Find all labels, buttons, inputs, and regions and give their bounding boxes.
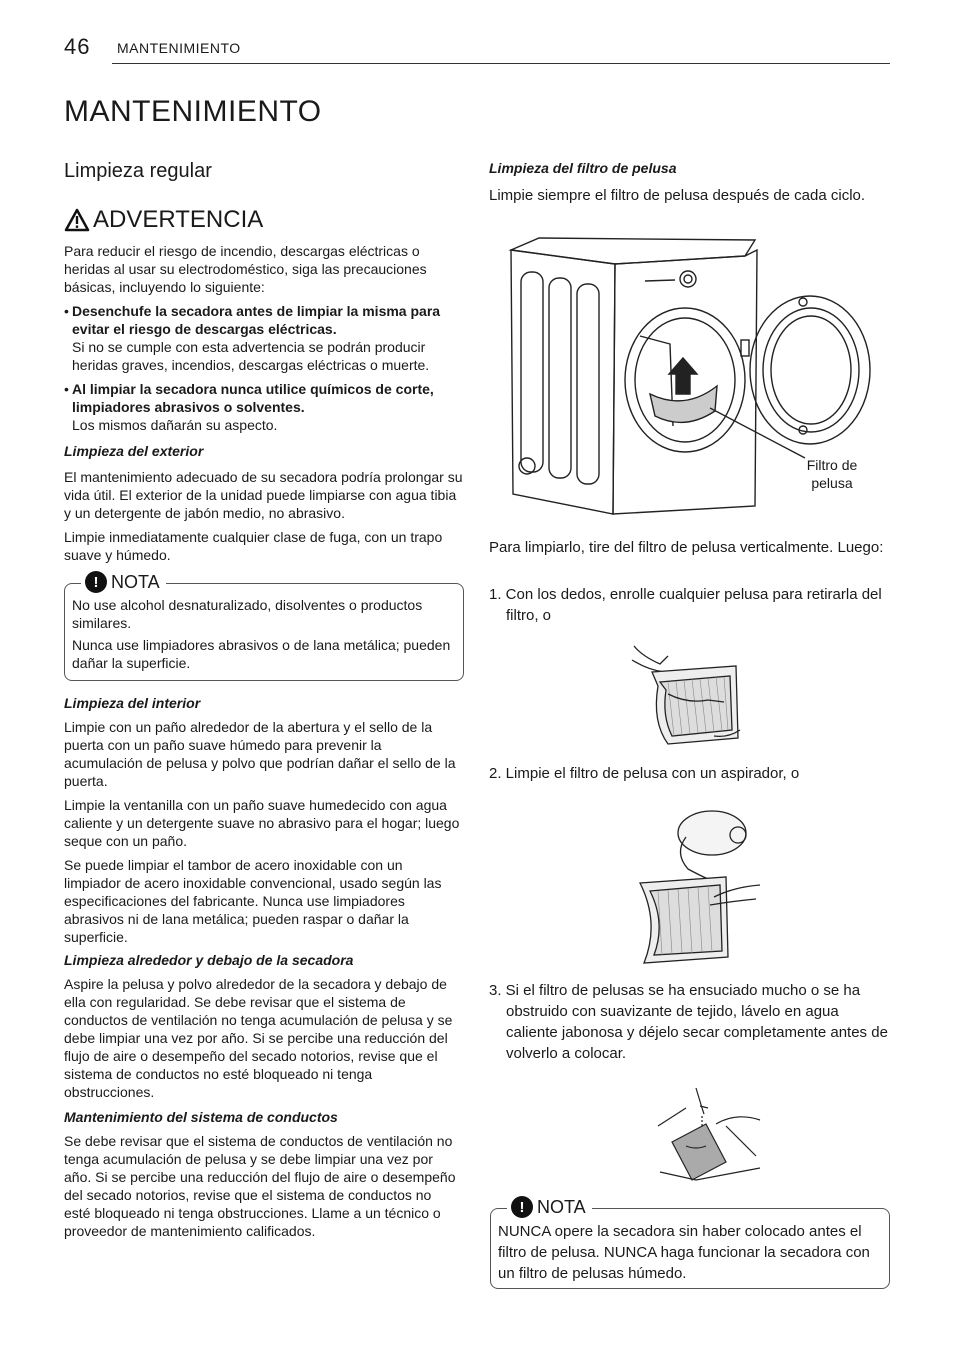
lint-filter-p2: Para limpiarlo, tire del filtro de pelusa verticalmente. Luego: [489, 539, 884, 556]
section-label: MANTENIMIENTO [117, 40, 241, 56]
bullet-1-bold: • Desenchufe la secadora antes de limpiar la misma para evitar el riesgo de descargas eléctricas. [72, 303, 441, 337]
lint-filter-heading: Limpieza del filtro de pelusa [489, 160, 677, 176]
warning-bullet-2 [64, 380, 464, 434]
exclamation-icon: ! [511, 1196, 533, 1218]
warning-intro: Para reducir el riesgo de incendio, descargas eléctricas o heridas al usar su electrodoméstico, siga las precauciones básicas, incluyendo lo siguiente: [64, 243, 427, 295]
interior-p3: Se puede limpiar el tambor de acero inoxidable con un limpiador de acero inoxidable convencional, usado según las especificaciones del fabricante. Nunca use limpiadores abrasivos ni de lana metálica; pueden raspar o dañar la superficie. [64, 857, 442, 945]
filter-hand-illustration [628, 642, 744, 748]
exterior-p2: Limpie inmediatamente cualquier clase de fuga, con un trapo suave y húmedo. [64, 529, 443, 563]
note-left-p2: Nunca use limpiadores abrasivos o de lana metálica; pueden dañar la superficie. [72, 637, 451, 671]
step-1: 1. Con los dedos, enrolle cualquier pelusa para retirarla del filtro, o [489, 586, 882, 624]
warning-bullet-1 [64, 302, 464, 374]
warning-icon [64, 208, 90, 232]
vacuum-illustration [630, 805, 764, 965]
exclamation-icon: ! [85, 571, 107, 593]
interior-section [64, 694, 466, 1240]
note-body-left [72, 596, 452, 672]
note-left-p1: No use alcohol desnaturalizado, disolventes o productos similares. [72, 597, 423, 631]
lint-filter-callout: Filtro de pelusa [806, 457, 858, 491]
note-label-left [81, 571, 166, 593]
ducts-p1: Se debe revisar que el sistema de conductos de ventilación no tenga acumulación de pelusa y se debe limpiar una vez por año. Si se percibe una reducción del flujo de aire o desempeño del secado notorios, revise que el sistema de conductos no esté bloqueado ni tenga obstrucciones. Llame a un técnico o proveedor de mantenimiento calificados. [64, 1133, 456, 1239]
step-2: 2. Limpie el filtro de pelusa con un aspirador, o [489, 765, 800, 782]
interior-p2: Limpie la ventanilla con un paño suave humedecido con agua caliente y un detergente suave no abrasivo para el hogar; luego seque con un paño. [64, 797, 460, 849]
ducts-heading: Mantenimiento del sistema de conductos [64, 1109, 338, 1125]
note-label-right [507, 1196, 592, 1218]
bullet-1-text: Si no se cumple con esta advertencia se podrán producir heridas graves, incendios, descargas eléctricas o muerte. [72, 339, 430, 373]
page-title: MANTENIMIENTO [64, 95, 322, 128]
lint-filter-p1: Limpie siempre el filtro de pelusa después de cada ciclo. [489, 187, 866, 204]
note-label-text: NOTA [111, 571, 160, 592]
step-3: 3. Si el filtro de pelusas se ha ensuciado mucho o se ha obstruido con suavizante de tejido, lávelo en agua caliente jabonosa y déjelo secar completamente antes de volverlo a colocar. [489, 982, 888, 1062]
bullet-2-text: Los mismos dañarán su aspecto. [72, 417, 278, 433]
header-rule [112, 63, 890, 64]
interior-heading: Limpieza del interior [64, 695, 201, 711]
exterior-heading: Limpieza del exterior [64, 443, 204, 459]
subtitle: Limpieza regular [64, 160, 212, 182]
bullet-2-bold: • Al limpiar la secadora nunca utilice químicos de corte, limpiadores abrasivos o solventes. [72, 381, 434, 415]
exterior-p1: El mantenimiento adecuado de su secadora podría prolongar su vida útil. El exterior de la unidad puede limpiarse con agua tibia y un detergente de jabón medio, no abrasivo. [64, 469, 463, 521]
interior-p1: Limpie con un paño alrededor de la abertura y el sello de la puerta con un paño suave húmedo para prevenir la acumulación de pelusa y polvo que podrían dañar el sello de la puerta. [64, 719, 456, 789]
washing-illustration [656, 1086, 762, 1182]
page-number: 46 [64, 34, 91, 59]
note-box-left [64, 571, 464, 681]
warning-label: ADVERTENCIA [93, 206, 264, 233]
note-right-text: NUNCA opere la secadora sin haber colocado antes el filtro de pelusa. NUNCA haga funcionar la secadora con un filtro de pelusas húmedo. [498, 1223, 870, 1282]
warning-body [64, 242, 464, 564]
note-box-right [490, 1196, 890, 1289]
around-p1: Aspire la pelusa y polvo alrededor de la secadora y debajo de ella con regularidad. Se debe revisar que el sistema de conductos de ventilación no tenga acumulación de pelusa y se debe limpiar una vez por año. Si se percibe una reducción del flujo de aire o desempeño del secado notorios, revise que el sistema de conductos no esté bloqueado ni tenga obstrucciones. [64, 976, 453, 1100]
warning-heading [64, 206, 263, 234]
note-label-text: NOTA [537, 1196, 586, 1217]
around-heading: Limpieza alrededor y debajo de la secadora [64, 952, 354, 968]
